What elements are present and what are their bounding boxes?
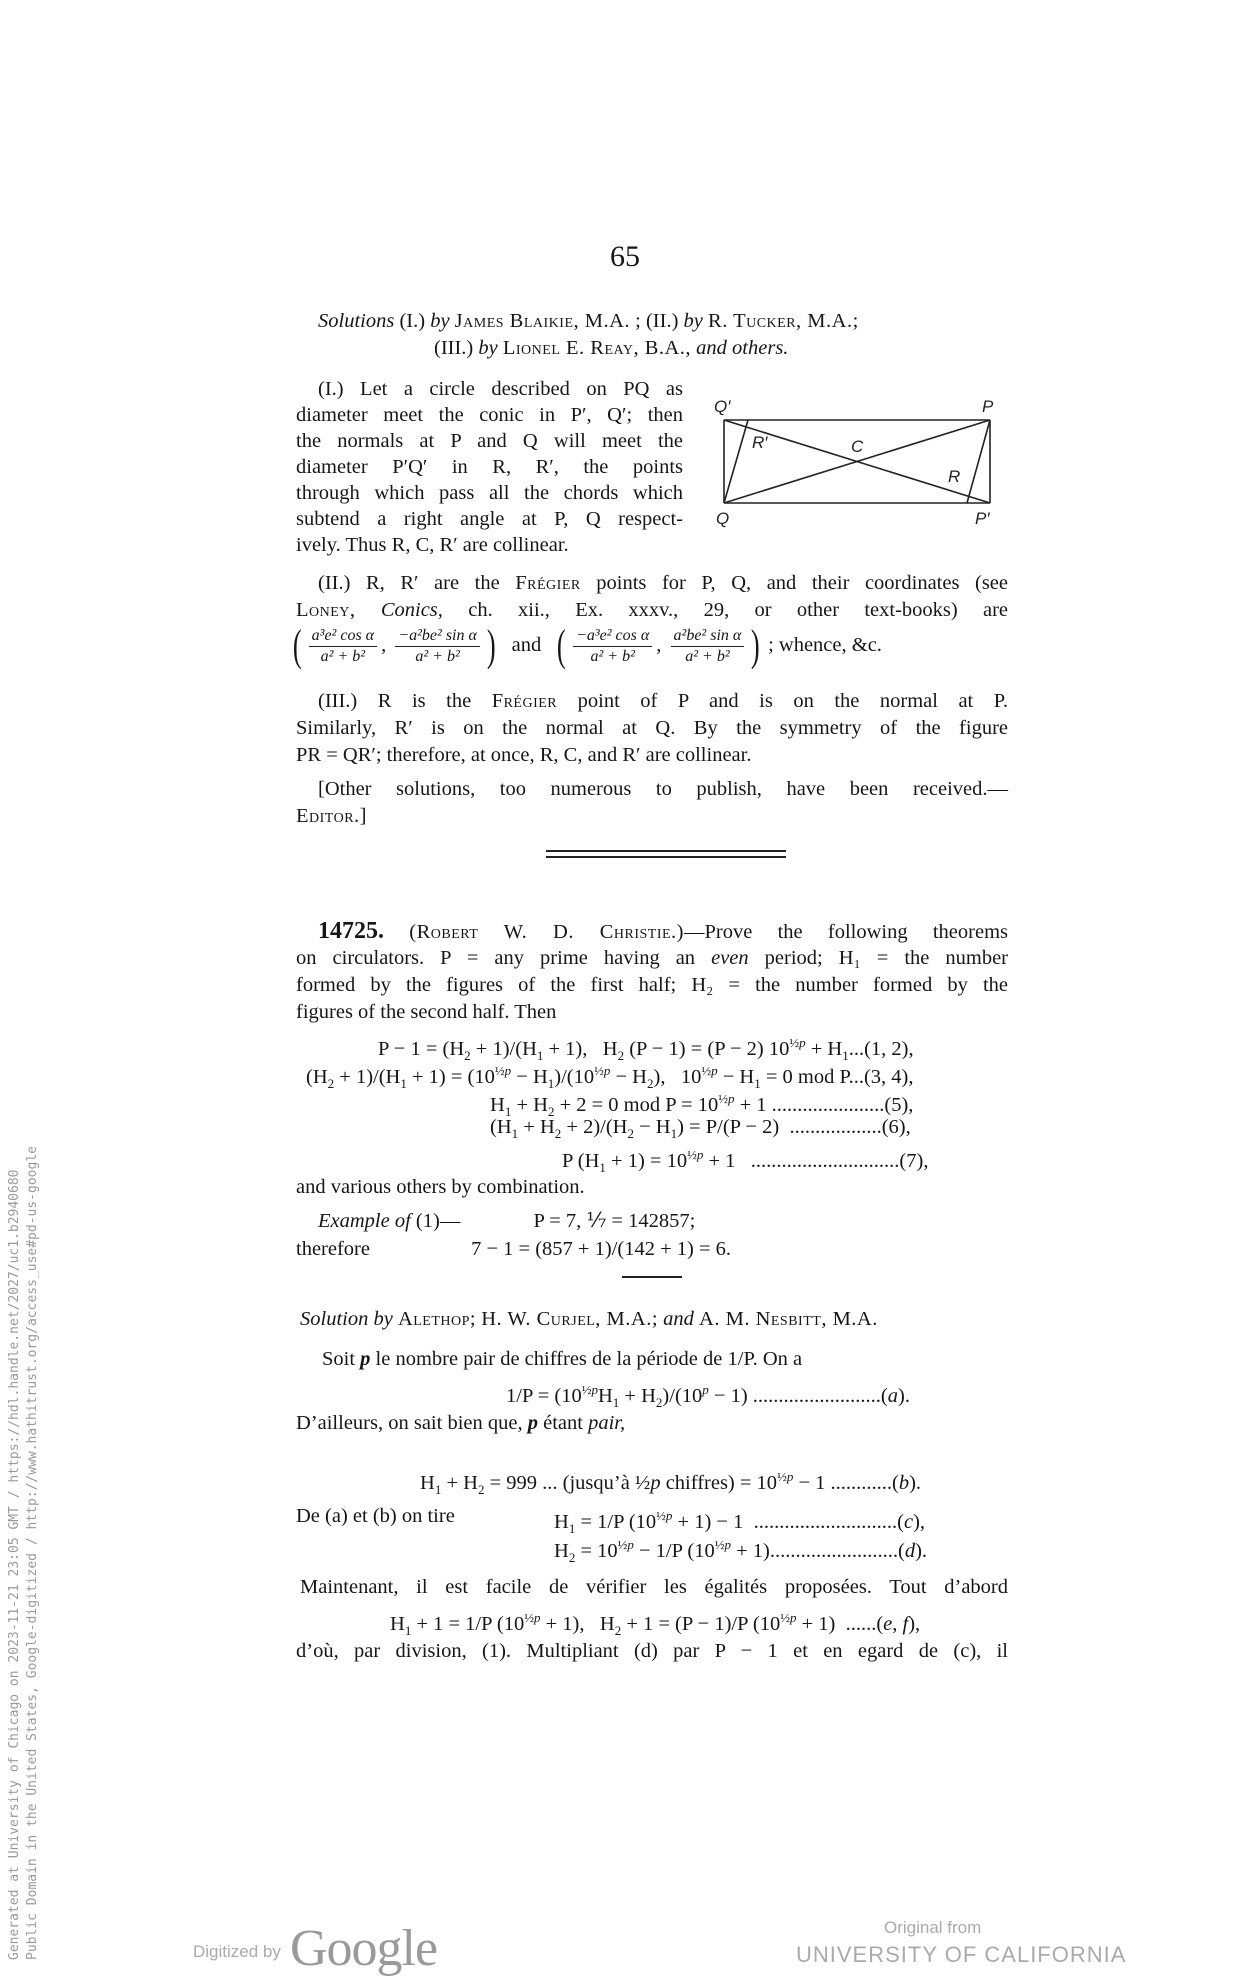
solutions-header-line-2	[434, 335, 788, 361]
fregier-name: Frégier	[515, 572, 581, 594]
solution-ref-3: (III.)	[434, 337, 474, 359]
label-r: R	[948, 467, 961, 486]
solution-by-line	[300, 1306, 878, 1332]
var-p: p	[360, 1348, 371, 1370]
problem-text: period; H₁ = the number	[764, 947, 1009, 969]
sol2-coordinates: ( $\frac{\text{a³e² cos α}}{\text{a² + b²}}$ , $\frac{\text{−a²be² sin α}}{\text{a² + b²}}$ ) and ( $\frac{\text{−a³e² cos α}}{\text{a² + b²}}$ , $\frac{\text{a²be² sin α}}{\text{a² + b²}}$ ) ; whence, &c.	[292, 621, 882, 671]
frac-3: $\frac{\text{−a³e² cos α}}{\text{a² + b²}}$	[573, 626, 652, 667]
frac-4: $\frac{\text{a²be² sin α}}{\text{a² + b²}}$	[671, 626, 745, 667]
author-nesbitt: A. M. Nesbitt, M.A.	[699, 1308, 878, 1330]
and-others: and others.	[696, 337, 789, 359]
separator-rule-top	[546, 850, 786, 852]
paren: )	[751, 621, 761, 671]
french-text: étant	[543, 1412, 583, 1434]
watermark-line-1: Generated at University of Chicago on 2023-11-21 23:05 GMT / https://hdl.handle.net/2027/uc1.b2940680	[7, 1169, 22, 1960]
var-p: p	[527, 1412, 538, 1434]
solution-by-label: Solution by	[300, 1308, 393, 1330]
sol3-line-3: PR = QR′; therefore, at once, R, C, and R′ are collinear.	[296, 744, 752, 766]
even-word: even	[711, 947, 749, 969]
sol2-text: points for P, Q, and their coordinates (see	[596, 572, 1009, 594]
sol3-text: point of P and is on the normal at P.	[577, 690, 1009, 712]
other-solutions-line: [Other solutions, too numerous to publish, have been received.—	[318, 778, 1008, 800]
author-reay: Lionel E. Reay, B.A.,	[502, 337, 692, 359]
label-p: P	[982, 397, 994, 416]
equation-1-2: $P - 1 = (H_2 + 1)/(H_1 + 1)$, $H_2$ (P − 1) = (P − 2) $10^{\frac{1}{2}p} + H_1...(1$, 2),	[378, 1035, 914, 1063]
problem-line-2	[296, 945, 1008, 971]
equation-6: $(H_1 + H_2 + 2)/(H_2 - H_1) = P/(P - 2)$ ..................(6),	[490, 1116, 911, 1142]
problem-line-5: and various others by combination.	[296, 1176, 585, 1198]
equation-e-f: $H_1 + 1 = 1/P$ $(10^{\frac{1}{2}p} + 1)$, $H_2 + 1 = (P - 1)/P$ $(10^{\frac{1}{2}p} + 1)$ ......(e, f),	[390, 1610, 921, 1638]
watermark-line-2: Public Domain in the United States, Google-digitized / http://www.hathitrust.org/access_use#pd-us-google	[25, 1146, 40, 1960]
digitized-by-label: Digitized by	[193, 1942, 281, 1961]
sol3-line-1	[318, 688, 1008, 714]
author-alethop: Alethop;	[397, 1308, 477, 1330]
sol1-line: through which pass all the chords which	[296, 482, 683, 504]
author-blaikie: James Blaikie, M.A.	[454, 310, 631, 332]
solutions-label: Solutions	[318, 310, 395, 332]
equation-3-4: $(H_2 + 1)/(H_1 + 1) = (10^{\frac{1}{2}p} - H_1)/(10^{\frac{1}{2}p} - H_2)$, $10^{\frac{1}{2}p} - H_1 = 0$ mod P...(3, 4),	[306, 1063, 914, 1091]
label-r-prime: R′	[752, 433, 768, 452]
sol2-line-2	[296, 597, 1008, 623]
paren: (	[292, 621, 302, 671]
problem-line-4: figures of the second half. Then	[296, 1001, 557, 1023]
equation-c: $H_1 = 1/P$ $(10^{\frac{1}{2}p} + 1) - 1$ ............................(c),	[554, 1508, 926, 1536]
sol1-line: the normals at P and Q will meet the	[296, 430, 683, 452]
sol1-line: diameter meet the conic in P′, Q′; then	[296, 404, 683, 426]
page-number: 65	[610, 240, 640, 273]
example-equation: P = 7, ⅐ = 142857;	[533, 1210, 696, 1232]
figure-normal-p	[967, 420, 990, 503]
figure-normal-q	[724, 420, 748, 503]
french-text: le nombre pair de chiffres de la période de 1/P. On a	[375, 1348, 803, 1370]
french-line-1	[322, 1346, 802, 1372]
paren: )	[486, 621, 496, 671]
french-line-4: Maintenant, il est facile de vérifier les égalités proposées. Tout d’abord	[300, 1576, 1008, 1598]
solution-ref-2: ; (II.)	[635, 310, 679, 332]
problem-text: —Prove the following theorems	[684, 921, 1009, 943]
by-label: by	[478, 337, 498, 359]
loney-name: Loney,	[296, 599, 356, 621]
therefore-line	[296, 1236, 731, 1262]
example-line	[318, 1208, 695, 1234]
author-tucker: R. Tucker, M.A.	[708, 310, 853, 332]
frac-1: $\frac{\text{a³e² cos α}}{\text{a² + b²}}$	[309, 626, 377, 667]
sol3-line-2: Similarly, R′ is on the normal at Q. By the symmetry of the figure	[296, 717, 1008, 739]
equation-b: $H_1 + H_2 = 999$ ... (jusqu’à ½p chiffres) = $10^{\frac{1}{2}p} - 1$ ............(b).	[420, 1469, 922, 1497]
label-q-prime: Q′	[714, 397, 731, 416]
french-line-2	[296, 1410, 625, 1436]
french-line-3: De (a) et (b) on tire	[296, 1505, 455, 1527]
author-curjel: H. W. Curjel, M.A.;	[481, 1308, 659, 1330]
sol2-text: (II.) R, R′ are the	[318, 572, 500, 594]
sidebar-watermark	[6, 1146, 42, 1960]
and-label: and	[511, 634, 542, 656]
label-c: C	[851, 437, 864, 456]
solution-ref-1: (I.)	[399, 310, 426, 332]
equation-7: P $(H_1 + 1) = 10^{\frac{1}{2}p} + 1$ .............................(7),	[562, 1147, 929, 1175]
french-line-5: d’où, par division, (1). Multipliant (d) par P − 1 et en egard de (c), il	[296, 1640, 1008, 1662]
original-from-label: Original from	[884, 1918, 982, 1937]
french-text: D’ailleurs, on sait bien que,	[296, 1412, 523, 1434]
whence-label: ; whence, &c.	[768, 634, 882, 656]
equation-a: $1/P = (10^{\frac{1}{2}p}H_1 + H_2)/(10^p - 1)$ .........................(a).	[506, 1382, 910, 1410]
and-label: and	[663, 1308, 694, 1330]
example-label: Example of	[318, 1210, 411, 1232]
solutions-header-line-1: Solutions (I.) by James Blaikie, M.A. ; (II.) by R. Tucker, M.A.;	[318, 310, 859, 332]
sol3-text: (III.) R is the	[318, 690, 472, 712]
paren: (	[557, 621, 567, 671]
problem-number: 14725.	[318, 918, 384, 944]
separator-rule-bottom	[546, 856, 786, 858]
sol2-text: ch. xii., Ex. xxxv., 29, or other text-books) are	[468, 599, 1009, 621]
by-label: by	[430, 310, 450, 332]
therefore-label: therefore	[296, 1238, 370, 1260]
problem-line-3: formed by the figures of the first half; H₂ = the number formed by the	[296, 974, 1008, 996]
problem-line-1	[318, 918, 1008, 945]
university-label: UNIVERSITY OF CALIFORNIA	[796, 1942, 1127, 1967]
sol2-line-1	[318, 570, 1008, 596]
french-text: Soit	[322, 1348, 356, 1370]
french-text: pair,	[588, 1412, 626, 1434]
label-q: Q	[716, 509, 730, 528]
sol1-line: ively. Thus R, C, R′ are collinear.	[296, 534, 569, 556]
label-p-prime: P′	[975, 509, 990, 528]
equation-5: $H_1 + H_2 + 2 = 0$ mod $P = 10^{\frac{1}{2}p} + 1$ ......................(5),	[490, 1091, 914, 1119]
short-separator	[622, 1276, 682, 1278]
fregier-name: Frégier	[491, 690, 558, 712]
sol1-line: diameter P′Q′ in R, R′, the points	[296, 456, 683, 478]
therefore-equation: 7 − 1 = (857 + 1)/(142 + 1) = 6.	[471, 1238, 732, 1260]
by-label: by	[683, 310, 703, 332]
google-logo: Google	[290, 1920, 438, 1977]
sol1-line: subtend a right angle at P, Q respect-	[296, 508, 683, 530]
problem-proposer: (Robert W. D. Christie.)	[409, 921, 685, 943]
frac-2: $\frac{\text{−a²be² sin α}}{\text{a² + b²}}$	[395, 626, 480, 667]
geometry-figure	[712, 392, 1012, 530]
conics-title: Conics,	[380, 599, 443, 621]
editor-signature: Editor.]	[296, 805, 367, 827]
problem-text: on circulators. P = any prime having an	[296, 947, 696, 969]
example-ref: (1)—	[415, 1210, 461, 1232]
sol1-line: (I.) Let a circle described on PQ as	[318, 378, 683, 400]
equation-d: $H_2 = 10^{\frac{1}{2}p} - 1/P$ $(10^{\frac{1}{2}p} + 1).........................(d)$.	[554, 1537, 928, 1565]
